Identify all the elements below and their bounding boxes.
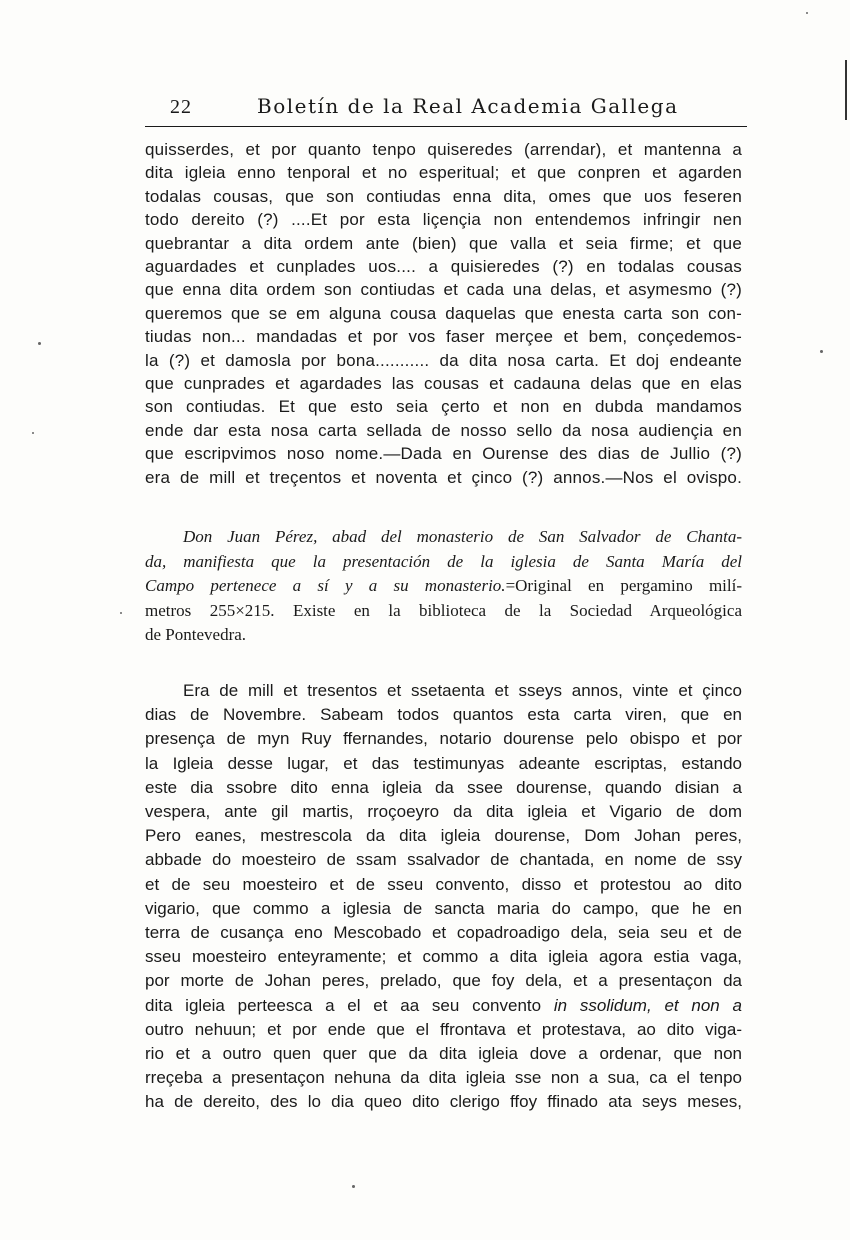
deed-text: rreçeba a presentaçon nehuna da dita igleia sse non a sua, ca el tenpo [145,1068,742,1088]
heading-roman: metros 255×215. Existe en la biblioteca de la Sociedad Arqueológica [145,600,742,620]
text-line [145,947,742,967]
deed-text: outro nehuun; et por ende que el ffrontava et protestava, ao dito viga- [145,1019,742,1039]
heading-italic: Campo pertenece a sí y a su monasterio. [145,576,506,595]
scan-speck [820,350,823,353]
text-line: quisserdes, et por quanto tenpo quiseredes (arrendar), et mantenna a [145,140,742,159]
deed-text: et de seu moesteiro et de sseu convento, disso et protestou ao dito [145,874,742,894]
running-title: Boletín de la Real Academia Gallega [257,94,679,118]
scan-speck [352,1185,355,1188]
text-line: era de mill et treçentos et noventa et çinco (?) annos.—Nos el ovispo. [145,467,742,487]
text-line [145,875,742,895]
scan-speck [120,612,122,614]
page-header [145,92,745,126]
heading-roman: de Pontevedra. [145,625,247,644]
page-number: 22 [170,96,192,118]
scan-speck [32,432,34,434]
text-line [145,899,742,919]
text-line [145,729,742,749]
text-line: todalas cousas, que son contiudas enna dita, omes que uos feseren [145,186,742,206]
heading-italic: Don Juan Pérez, abad del monasterio de San Salvador de Chanta- [183,527,742,546]
text-line: aguardades et cunplades uos.... a quisieredes (?) en todalas cousas [145,257,742,276]
heading-roman: =Original en pergamino milí- [505,576,742,595]
deed-text: dias de Novembre. Sabeam todos quantos esta carta viren, que en [145,705,742,725]
text-line: todo dereito (?) ....Et por esta liçençia non entendemos infringir nen [145,210,742,230]
heading-line [183,527,742,547]
text-line: tiudas non... mandadas et por vos faser merçee et bem, conçedemos- [145,327,742,347]
text-line [145,971,742,991]
text-line: que cunprades et agardades las cousas et cadauna delas que en elas [145,374,742,393]
deed-text: la Igleia desse lugar, et das testimunyas adeante escriptas, estando [145,753,742,773]
text-line [145,996,742,1016]
text-line [145,1068,742,1088]
deed-text: por morte de Johan peres, prelado, que foy dela, et a presentaçon da [145,971,742,991]
deed-text: abbade do moesteiro de ssam ssalvador de chantada, en nome de ssy [145,850,742,870]
text-line: la (?) et damosla por bona........... da dita nosa carta. Et doj endeante [145,350,742,370]
text-line: quebrantar a dita ordem ante (bien) que valla et seia firme; et que [145,233,742,253]
deed-text: sseu moesteiro enteyramente; et commo a dita igleia agora estia vaga, [145,947,742,967]
header-rule [145,126,747,127]
text-line: queremos que se em alguna cousa daquelas que enesta carta son con- [145,303,742,323]
heading-line [145,552,742,572]
deed-text: este dia ssobre dito enna igleia da ssee dourense, quando disian a [145,777,742,797]
text-line [145,1044,742,1064]
text-line [183,681,742,701]
deed-text: dita igleia perteesca a el et aa seu convento [145,995,542,1015]
text-line: ende dar esta nosa carta sellada de nosso sello da nosa audiençia en [145,420,742,440]
deed-text: ha de dereito, des lo dia queo dito clerigo ffoy ffinado ata seys meses, [145,1092,742,1112]
text-line [145,705,742,725]
deed-text: vespera, ante gil martis, rroçoeyro da dita igleia et Vigario de dom [145,802,742,821]
text-line [145,1092,742,1112]
text-line: que escripvimos noso nome.—Dada en Ourense des dias de Jullio (?) [145,444,742,464]
text-line [145,923,742,943]
deed-text: terra de cusança eno Mescobado et copadroadigo dela, seia seu et de [145,923,742,942]
heading-line [145,576,742,596]
text-line: dita igleia enno tenporal et no esperitual; et que conpren et agarden [145,163,742,183]
deed-text: rio et a outro quen quer que da dita igleia dove a ordenar, que non [145,1044,742,1063]
text-line [145,754,742,774]
scan-speck [845,60,847,120]
text-line [145,1020,742,1040]
deed-italic-tail: in ssolidum, et non a [541,995,742,1015]
text-line: que enna dita ordem son contiudas et cada una delas, et asymesmo (?) [145,280,742,300]
deed-text: presença de myn Ruy ffernandes, notario dourense pelo obispo et por [145,729,742,749]
text-line [145,826,742,846]
text-line: son contiudas. Et que esto seia çerto et non en dubda mandamos [145,397,742,417]
deed-text: vigario, que commo a iglesia de sancta maria do campo, que he en [145,898,742,918]
heading-line [145,625,275,645]
deed-text: Era de mill et tresentos et ssetaenta et sseys annos, vinte et çinco [183,681,742,700]
scan-speck [38,342,41,345]
text-line [145,802,742,822]
heading-line [145,601,742,621]
deed-text: Pero eanes, mestrescola da dita igleia dourense, Dom Johan peres, [145,826,742,846]
heading-italic: da, manifiesta que la presentación de la iglesia de Santa María del [145,551,742,571]
scan-speck [806,12,808,14]
text-line [145,778,742,798]
text-line [145,850,742,870]
